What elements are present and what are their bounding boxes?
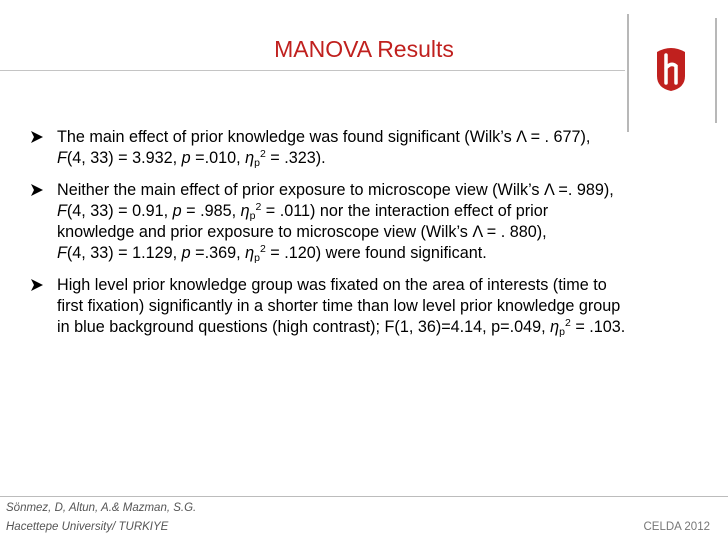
decorative-vertical-line bbox=[627, 14, 629, 132]
bullet-text: (4, 33) = 1.129, bbox=[66, 244, 182, 262]
bullet-text: Neither the main effect of prior exposure to microscope view (Wilk’s Λ =. 989), bbox=[57, 181, 614, 199]
bullet-line bbox=[57, 222, 720, 243]
bullet-line bbox=[57, 296, 720, 317]
bullet-text: in blue background questions (high contrast); F(1, 36)=4.14, p=.049, bbox=[57, 318, 551, 336]
bullet-text: η bbox=[245, 244, 255, 262]
bullet-text: 2 bbox=[255, 201, 262, 213]
bullet-text: 2 bbox=[259, 243, 266, 255]
bullet-text: knowledge and prior exposure to microscope view (Wilk’s Λ = . 880), bbox=[57, 223, 547, 241]
bullet-item bbox=[30, 180, 720, 264]
bullet-text: p bbox=[254, 252, 260, 264]
bullet-text: η bbox=[240, 202, 250, 220]
bullet-line bbox=[57, 127, 720, 148]
bullet-text: p bbox=[254, 157, 260, 169]
footer-university: Hacettepe University/ TURKIYE bbox=[6, 521, 169, 533]
bullet-text: = .011) nor the interaction effect of prior bbox=[261, 202, 549, 220]
bullet-arrow-icon bbox=[30, 130, 44, 144]
bullet-text: 2 bbox=[259, 148, 266, 160]
bullet-text: p bbox=[181, 149, 191, 167]
bullet-text: F bbox=[57, 202, 67, 220]
bullet-text: = .323). bbox=[265, 149, 326, 167]
footer-conference: CELDA 2012 bbox=[643, 521, 710, 533]
bullet-text: = .103. bbox=[570, 318, 626, 336]
decorative-vertical-line bbox=[715, 18, 717, 123]
bullet-text: F bbox=[57, 149, 67, 167]
bullet-text: p bbox=[181, 244, 191, 262]
bullet-text: η bbox=[550, 318, 560, 336]
bullet-text: p bbox=[559, 326, 565, 338]
bullet-text: (4, 33) = 3.932, bbox=[66, 149, 182, 167]
bullet-line bbox=[57, 317, 720, 338]
bullet-text: first fixation) significantly in a shorter time than low level prior knowledge group bbox=[57, 297, 621, 315]
bullet-text: p bbox=[249, 210, 256, 222]
bullet-text: =.010, bbox=[190, 149, 246, 167]
bullet-line bbox=[57, 201, 720, 222]
bullet-line bbox=[57, 148, 720, 169]
bullet-text: = .120) were found significant. bbox=[265, 244, 487, 262]
bullet-text: 2 bbox=[564, 317, 571, 329]
footer-authors: Sönmez, D, Altun, A.& Mazman, S.G. bbox=[6, 502, 197, 514]
bullet-line bbox=[57, 243, 720, 264]
bullet-text: =.369, bbox=[190, 244, 246, 262]
bullet-text: The main effect of prior knowledge was found significant (Wilk’s Λ = . 677), bbox=[57, 128, 591, 146]
bullet-list bbox=[30, 127, 720, 349]
bullet-arrow-icon bbox=[30, 278, 44, 292]
bullet-text: p bbox=[172, 202, 182, 220]
bullet-text: = .985, bbox=[181, 202, 241, 220]
bullet-text: η bbox=[245, 149, 255, 167]
footer-divider bbox=[0, 496, 728, 497]
bullet-text: High level prior knowledge group was fixated on the area of interests (time to bbox=[57, 276, 607, 294]
title-divider bbox=[0, 70, 625, 71]
bullet-text: (4, 33) = 0.91, bbox=[66, 202, 173, 220]
bullet-item bbox=[30, 127, 720, 169]
bullet-line bbox=[57, 180, 720, 201]
bullet-text: F bbox=[57, 244, 67, 262]
bullet-line bbox=[57, 275, 720, 296]
bullet-arrow-icon bbox=[30, 183, 44, 197]
slide-title: MANOVA Results bbox=[274, 36, 454, 62]
bullet-item bbox=[30, 275, 720, 338]
